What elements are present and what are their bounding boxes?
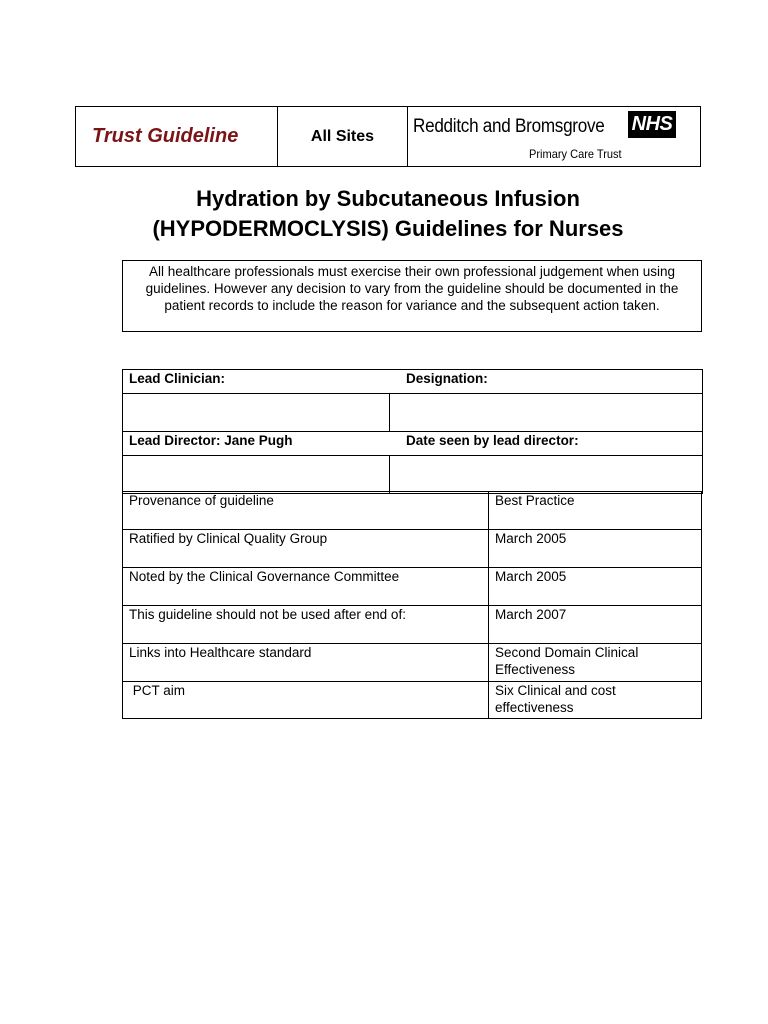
ratified-value: March 2005 <box>489 530 702 568</box>
organisation-logo <box>408 107 700 166</box>
provenance-value: Best Practice <box>489 492 702 530</box>
table-row <box>123 606 702 644</box>
nhs-logo: NHS <box>628 111 676 138</box>
lead-table <box>122 369 703 494</box>
lead-director-row <box>123 432 703 456</box>
guideline-info-table <box>122 491 702 719</box>
date-seen-value <box>390 456 703 494</box>
lead-director-value <box>123 456 390 494</box>
noted-label: Noted by the Clinical Governance Committee <box>123 568 489 606</box>
table-row <box>123 568 702 606</box>
designation-label: Designation: <box>406 371 488 386</box>
noted-value: March 2005 <box>489 568 702 606</box>
organisation-name: Redditch and Bromsgrove <box>413 116 605 137</box>
table-row <box>123 682 702 719</box>
document-title <box>75 184 701 244</box>
date-seen-label: Date seen by lead director: <box>406 433 579 448</box>
title-line-2: (HYPODERMOCLYSIS) Guidelines for Nurses <box>152 216 624 241</box>
organisation-subtitle: Primary Care Trust <box>529 147 622 161</box>
table-row <box>123 644 702 682</box>
lead-director-label: Lead Director: Jane Pugh <box>129 433 293 448</box>
document-header <box>75 106 701 167</box>
professional-judgement-notice: All healthcare professionals must exercise their own professional judgement when using guidelines. However any decision to vary from the guideline should be documented in the patient records to include the reason for variance and the subsequent action taken. <box>122 260 702 332</box>
healthcare-standard-label: Links into Healthcare standard <box>123 644 489 682</box>
healthcare-standard-value: Second Domain Clinical Effectiveness <box>489 644 702 682</box>
table-row <box>123 530 702 568</box>
expiry-label: This guideline should not be used after end of: <box>123 606 489 644</box>
lead-clinician-value <box>123 394 390 432</box>
table-row <box>123 492 702 530</box>
all-sites-label: All Sites <box>278 107 408 166</box>
ratified-label: Ratified by Clinical Quality Group <box>123 530 489 568</box>
title-line-1: Hydration by Subcutaneous Infusion <box>196 186 580 211</box>
provenance-label: Provenance of guideline <box>123 492 489 530</box>
pct-aim-value: Six Clinical and cost effectiveness <box>489 682 702 719</box>
designation-value <box>390 394 703 432</box>
pct-aim-label: PCT aim <box>123 682 489 719</box>
lead-clinician-label: Lead Clinician: <box>129 371 226 386</box>
expiry-value: March 2007 <box>489 606 702 644</box>
lead-clinician-row <box>123 370 703 394</box>
trust-guideline-label: Trust Guideline <box>76 107 278 166</box>
